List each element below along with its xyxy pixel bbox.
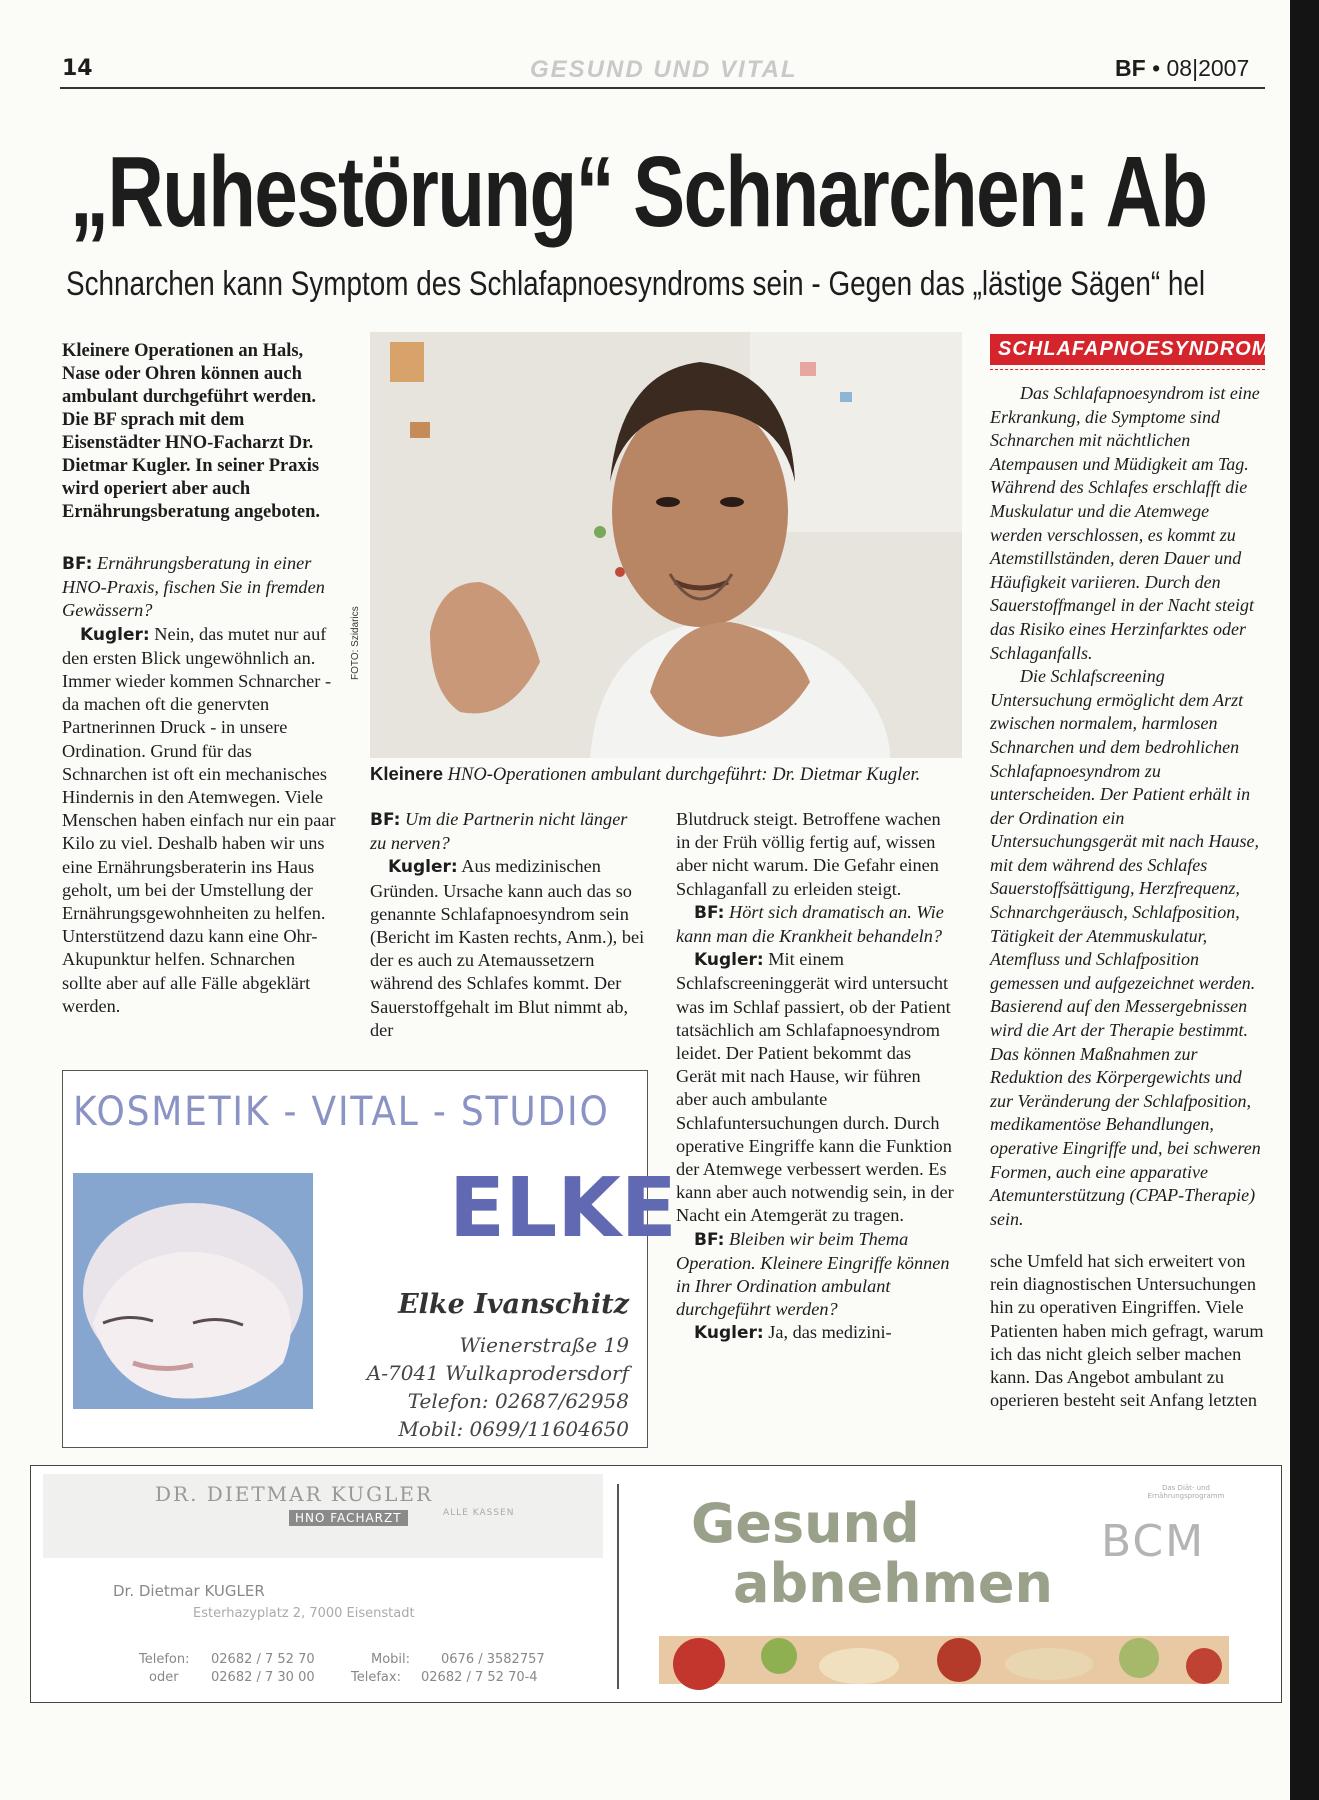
doctor-ad-tel: 02682 / 7 52 70 [211, 1652, 315, 1667]
doctor-ad-tel-label: Telefon: [139, 1652, 190, 1667]
question: Ernährungsberatung in einer HNO-Praxis, fischen Sie in fremden Gewässern? [62, 553, 325, 621]
article-column-1 [62, 552, 338, 1018]
bcm-ad-line2: abnehmen [733, 1552, 1053, 1615]
question: Bleiben wir beim Thema Operation. Kleinere Eingriffe können in Ihrer Ordination ambulant durchgeführt werden? [676, 1228, 950, 1320]
paragraph: Blutdruck steigt. Betroffene wachen in der Früh völlig fertig auf, wissen aber nicht warum. Die Gefahr einen Schlaganfall zu erleiden steigt. [676, 809, 941, 899]
doctor-ad [31, 1466, 609, 1702]
ad-headline: KOSMETIK - VITAL - STUDIO [73, 1089, 610, 1135]
ad-street: Wienerstraße 19 [459, 1333, 629, 1357]
info-box [990, 334, 1270, 1231]
ad-face-image [73, 1173, 313, 1409]
face-illustration [73, 1173, 313, 1409]
speaker-label: BF: [694, 1229, 725, 1250]
header-rule [60, 87, 1265, 89]
doctor-photo [370, 332, 962, 758]
info-box-title: SCHLAFAPNOESYNDROM [990, 334, 1265, 365]
speaker-label: BF: [694, 902, 725, 923]
photo-caption [370, 763, 920, 786]
bcm-ad-tagline: Das Diät- und Ernährungsprogramm [1147, 1484, 1225, 1500]
info-box-rule [990, 369, 1265, 370]
subheadline: Schnarchen kann Symptom des Schlafapnoesyndroms sein - Gegen das „lästige Sägen“ hel [66, 265, 1206, 303]
speaker-label: Kugler: [80, 624, 150, 645]
doctor-ad-name-line [113, 1582, 265, 1600]
bcm-ad-title [691, 1494, 1053, 1614]
cosmetics-ad [62, 1070, 677, 1448]
speaker-label: Kugler: [694, 950, 764, 971]
doctor-ad-header [43, 1474, 603, 1558]
info-box-text [990, 382, 1265, 1231]
page-number: 14 [62, 56, 93, 81]
ad-city: A-7041 Wulkaprodersdorf [366, 1361, 629, 1385]
question: Um die Partnerin nicht länger zu nerven? [370, 809, 628, 854]
ad-divider [617, 1484, 619, 1689]
speaker-label: BF: [62, 554, 93, 574]
doctor-ad-name: DR. DIETMAR KUGLER [155, 1482, 434, 1506]
ad-studio-name: ELKE [449, 1161, 677, 1256]
doctor-ad-mobile: 0676 / 3582757 [441, 1652, 545, 1667]
doctor-ad-badge: HNO FACHARZT [289, 1510, 408, 1526]
caption-text: HNO-Operationen ambulant durchgeführt: Dr. Dietmar Kugler. [447, 765, 921, 785]
photo-credit: FOTO: Szidarics [350, 606, 361, 680]
doctor-ad-address: Esterhazyplatz 2, 7000 Eisenstadt [193, 1606, 415, 1621]
article-column-3 [676, 808, 956, 1346]
bottom-ad-bar [30, 1465, 1282, 1703]
section-title: GESUND UND VITAL [530, 56, 798, 83]
doctor-ad-fax-label: Telefax: [351, 1670, 401, 1685]
issue-separator: • [1152, 55, 1161, 81]
bcm-ad [631, 1466, 1281, 1702]
answer: Aus medizinischen Gründen. Ursache kann auch das so genannte Schlafapnoesyndrom sein (Bericht im Kasten rechts, Anm.), bei der es auch zu Atemaussetzern während des Schlafes kommt. Der Sauerstoffgehalt im Blut nimmt ab, der [370, 856, 645, 1040]
bcm-logo: BCM [1101, 1516, 1206, 1567]
paragraph: Das Schlafapnoesyndrom ist eine Erkrankung, die Symptome sind Schnarchen mit nächtlichen Atempausen und Müdigkeit am Tag. Während des Schlafes erschlafft die Muskulatur und die Atemwege werden verschlossen, es kommt zu Atemstillständen, deren Dauer und Häufigkeit variieren. Durch den Sauerstoffmangel in der Nacht steigt das Risiko eines Herzinfarktes oder Schlaganfalls. [990, 383, 1260, 663]
article-column-4 [990, 1250, 1265, 1412]
paragraph: sche Umfeld hat sich erweitert von rein diagnostischen Untersuchungen hin zu operativen Eingriffen. Viele Patienten haben mich gefragt, warum ich das nicht gleich selber machen kann. Das Angebot ambulant zu operieren besteht seit Anfang letzten [990, 1251, 1264, 1411]
headline: „Ruhestörung“ Schnarchen: Ab [70, 136, 1207, 248]
doctor-photo-image [370, 332, 962, 758]
doctor-ad-tel2: 02682 / 7 30 00 [211, 1670, 315, 1685]
doctor-ad-tel2-label: oder [149, 1670, 179, 1685]
issue-date: 08|2007 [1166, 55, 1250, 81]
doctor-ad-kassen: ALLE KASSEN [443, 1508, 515, 1518]
answer: Mit einem Schlafscreeninggerät wird untersucht was im Schlaf passiert, ob der Patient tatsächlich am Schlafapnoesyndrom leidet. Der Patient bekommt das Gerät mit nach Hause, wir führen aber auch ambulante Schlafuntersuchungen durch. Durch operative Eingriffe kann die Funktion der Atemwege verbessert werden. Es kann aber auch notwendig sein, in der Nacht ein Atemgerät zu tragen. [676, 949, 954, 1226]
speaker-label: BF: [370, 810, 401, 830]
ad-mobile: Mobil: 0699/11604650 [398, 1417, 629, 1441]
publication-name: BF [1115, 55, 1146, 81]
ad-phone: Telefon: 02687/62958 [407, 1389, 629, 1413]
lead-paragraph: Kleinere Operationen an Hals, Nase oder Ohren können auch ambulant durchgeführt werden. Die BF sprach mit dem Eisenstädter HNO-Facharzt Dr. Dietmar Kugler. In seiner Praxis wird operiert aber auch Ernährungsberatung angeboten. [62, 341, 321, 522]
answer: Ja, das medizini- [768, 1322, 892, 1343]
speaker-label: Kugler: [694, 1323, 764, 1344]
speaker-label: Kugler: [388, 857, 458, 878]
article-column-2 [370, 808, 646, 1042]
answer: Nein, das mutet nur auf den ersten Blick ungewöhnlich an. Immer wieder kommen Schnarcher - da machen oft die genervten Partnerinnen Druck - in unsere Ordination. Grund für das Schnarchen ist oft ein mechanisches Hindernis in den Atemwegen. Viele Menschen haben einfach nur ein paar Kilo zu viel. Deshalb haben wir uns eine Ernährungsberaterin ins Haus geholt, um bei der Umstellung der Ernährungsgewohnheiten zu helfen. Unterstützend dazu kann eine Ohr-Akupunktur helfen. Schnarchen sollte aber auf alle Fälle abgeklärt werden. [62, 623, 336, 1016]
doctor-ad-name-prefix: Dr. Dietmar [113, 1582, 200, 1600]
bcm-ad-food-image [659, 1636, 1229, 1684]
scan-edge [1290, 0, 1319, 1800]
doctor-ad-mobile-label: Mobil: [371, 1652, 411, 1667]
paragraph: Die Schlafscreening Untersuchung ermöglicht dem Arzt zwischen normalem, harmlosen Schnarchen und dem bedrohlichen Schlafapnoesyndrom zu unterscheiden. Der Patient erhält in der Ordination ein Untersuchungsgerät mit nach Hause, mit dem während des Schlafes Sauerstoffsättigung, Herzfrequenz, Schnarchgeräusch, Schlafposition, Tätigkeit der Atemmuskulatur, Atemfluss und Schlafposition gemessen und aufgezeichnet werden. Basierend auf den Messergebnissen wird die Art der Therapie bestimmt. Das können Maßnahmen zur Reduktion des Körpergewichts und zur Veränderung der Schlafposition, medikamentöse Behandlungen, operative Eingriffe und, bei schweren Formen, auch eine apparative Atemunterstützung (CPAP-Therapie) sein. [990, 666, 1261, 1229]
question: Hört sich dramatisch an. Wie kann man die Krankheit behandeln? [676, 901, 944, 947]
caption-bold: Kleinere [370, 763, 444, 784]
doctor-ad-name-surname: KUGLER [204, 1582, 265, 1600]
ad-owner: Elke Ivanschitz [398, 1289, 629, 1320]
doctor-ad-fax: 02682 / 7 52 70-4 [421, 1670, 538, 1685]
bcm-ad-line1: Gesund [691, 1492, 920, 1555]
issue-info [1115, 55, 1249, 82]
